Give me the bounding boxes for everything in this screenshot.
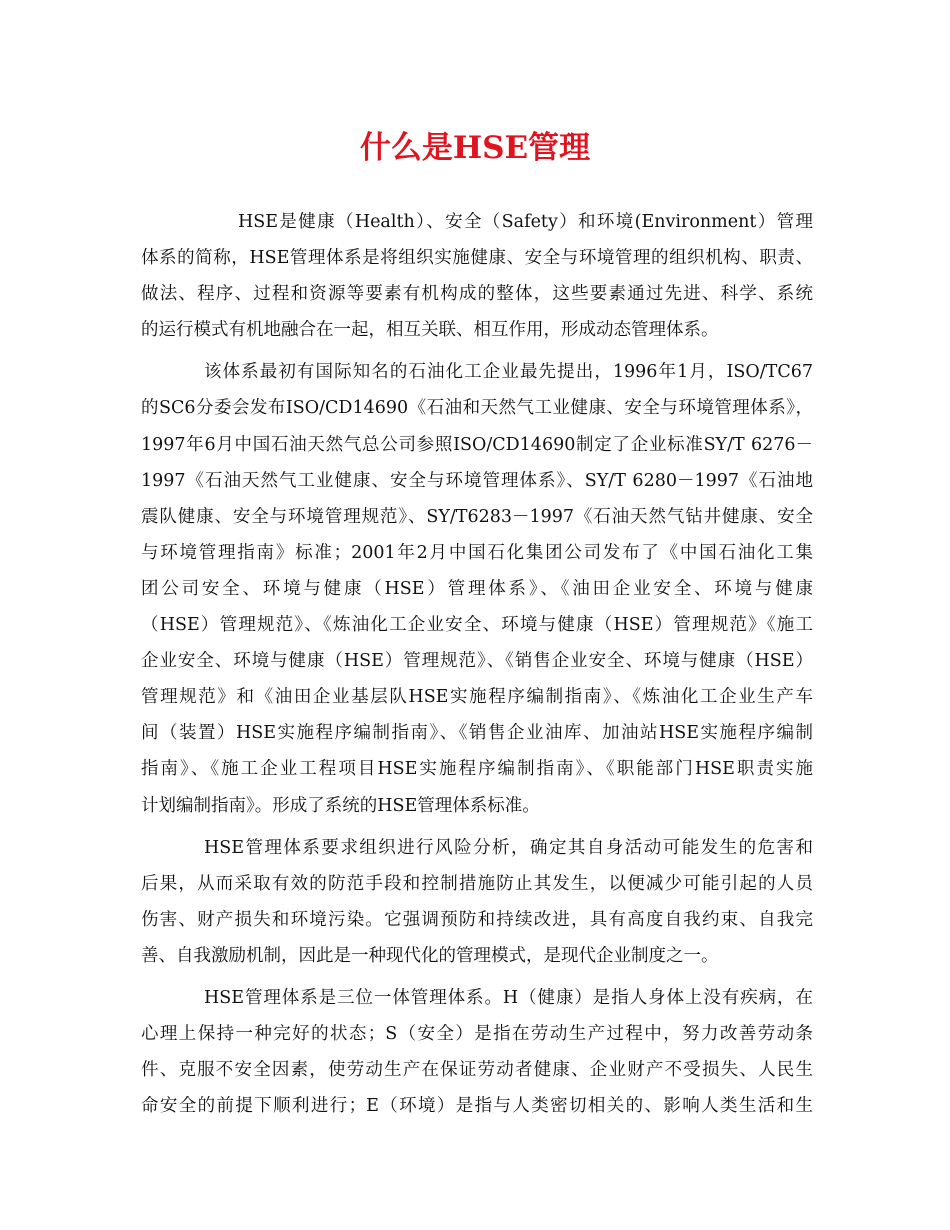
- page-title: 什么是HSE管理: [359, 130, 591, 166]
- text-line: 计划编制指南》。形成了系统的HSE管理体系标准。: [141, 795, 540, 816]
- text-line: HSE管理体系是三位一体管理体系。H（健康）是指人身体上没有疾病，在: [204, 987, 813, 1008]
- text-line: 企业安全、环境与健康（HSE）管理规范》、《销售企业安全、环境与健康（HSE）: [141, 651, 813, 672]
- paragraph-1: [141, 204, 813, 348]
- text-line: HSE管理体系要求组织进行风险分析，确定其自身活动可能发生的危害和: [204, 837, 813, 858]
- text-line: 团公司安全、环境与健康（HSE）管理体系》、《油田企业安全、环境与健康: [141, 578, 813, 599]
- text-line: HSE是健康（Health）、安全（Safety）和环境(Environment）管理: [238, 212, 813, 232]
- text-line: 体系的简称，HSE管理体系是将组织实施健康、安全与环境管理的组织机构、职责、: [141, 248, 813, 269]
- text-line: 做法、程序、过程和资源等要素有机构成的整体，这些要素通过先进、科学、系统: [141, 284, 813, 305]
- paragraph-4: [141, 980, 813, 1124]
- document-body: [141, 204, 813, 1124]
- text-line: 善、自我激励机制，因此是一种现代化的管理模式，是现代企业制度之一。: [141, 945, 719, 966]
- text-line: 该体系最初有国际知名的石油化工企业最先提出，1996年1月，ISO/TC67: [204, 362, 813, 383]
- text-line: 管理规范》和《油田企业基层队HSE实施程序编制指南》、《炼油化工企业生产车: [141, 687, 813, 708]
- text-line: （HSE）管理规范》、《炼油化工企业安全、环境与健康（HSE）管理规范》《施工: [141, 615, 813, 636]
- text-line: 命安全的前提下顺利进行；E（环境）是指与人类密切相关的、影响人类生活和生: [141, 1096, 813, 1117]
- text-line: 伤害、财产损失和环境污染。它强调预防和持续改进，具有高度自我约束、自我完: [141, 909, 813, 930]
- text-line: 指南》、《施工企业工程项目HSE实施程序编制指南》、《职能部门HSE职责实施: [141, 759, 813, 780]
- text-line: 间（装置）HSE实施程序编制指南》、《销售企业油库、加油站HSE实施程序编制: [141, 723, 813, 744]
- text-line: 后果，从而采取有效的防范手段和控制措施防止其发生，以便减少可能引起的人员: [141, 873, 813, 894]
- text-line: 心理上保持一种完好的状态；S（安全）是指在劳动生产过程中，努力改善劳动条: [141, 1024, 813, 1045]
- text-line: 件、克服不安全因素，使劳动生产在保证劳动者健康、企业财产不受损失、人民生: [141, 1060, 813, 1081]
- text-line: 1997年6月中国石油天然气总公司参照ISO/CD14690制定了企业标准SY/T 6276－: [141, 434, 813, 455]
- text-line: 的运行模式有机地融合在一起，相互关联、相互作用，形成动态管理体系。: [141, 320, 719, 341]
- text-line: 1997《石油天然气工业健康、安全与环境管理体系》、SY/T 6280－1997《石油地: [141, 470, 813, 491]
- paragraph-2: [141, 354, 813, 823]
- text-line: 的SC6分委会发布ISO/CD14690《石油和天然气工业健康、安全与环境管理体系》，: [141, 398, 813, 419]
- text-line: 震队健康、安全与环境管理规范》、SY/T6283－1997《石油天然气钻井健康、安全: [141, 506, 813, 527]
- text-line: 与环境管理指南》标准；2001年2月中国石化集团公司发布了《中国石油化工集: [141, 542, 813, 563]
- paragraph-3: [141, 830, 813, 974]
